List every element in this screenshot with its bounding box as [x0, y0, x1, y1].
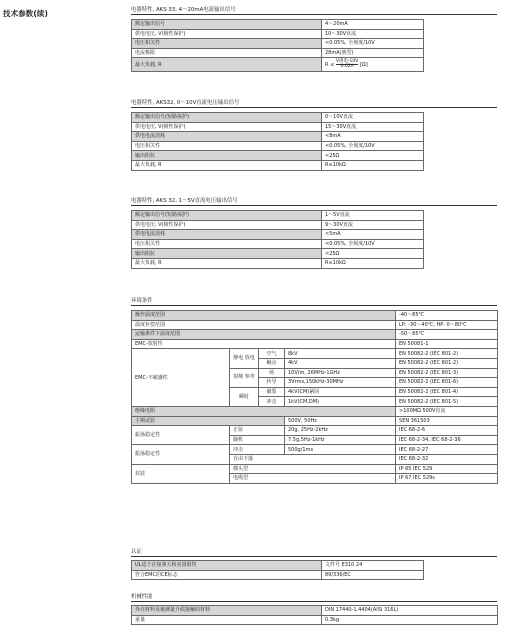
table-row: 电流极限 28mA(典型)	[132, 48, 424, 58]
table-row: EMC-放射性 EN 50081-1	[132, 339, 498, 349]
table-row: 最大负载, R R ≤ $\frac{\text{V供电-10V}}{0.02A}$ [Ω]	[132, 58, 424, 72]
table-row: EMC-不敏感性 静电 放电 空气 8kV EN 50082-2 (IEC 801-2)	[132, 349, 498, 359]
section-title-environment: 环境条件	[131, 298, 153, 304]
table-row: 冲击 1kV(CM,DM) EN 50082-2 (IEC 801-5)	[132, 397, 498, 407]
table-row: 振荡稳定性 正弦 20g, 25Hz-2kHz IEC 68-2-6	[132, 426, 498, 436]
certification-table	[131, 560, 424, 580]
table-row: 电缆型 IP 67 IEC 529s	[132, 474, 498, 484]
environment-spec-table	[131, 310, 498, 484]
table-row: 符合EMC的CE标志 89/336/EC	[132, 570, 424, 580]
table-row: 额定输出信号(短路保护) 1～5V直流	[132, 211, 424, 221]
table-row: 供电电流消耗 <8mA	[132, 132, 424, 142]
table-row: 电压相关性 <0.05%, 全刻度/10V	[132, 39, 424, 49]
table-row: 最大负载, R R≥10kΩ	[132, 258, 424, 268]
section-divider	[131, 205, 497, 206]
table-row: 瞬时 破裂 4kV(CM)紧固 EN 50082-2 (IEC 801-4)	[132, 387, 498, 397]
table-row: 绝缘电阻 >100MΩ 500V直流	[132, 406, 498, 416]
table-row: 供电电压, V(极性保护) 9～30V直流	[132, 220, 424, 230]
table-row: 最大负载, R R≥10kΩ	[132, 160, 424, 170]
table-row: 传导 3Vrms,150kHz-30MHz EN 50082-2 (IEC 801-6)	[132, 378, 498, 388]
table-row: 输出阻抗 <25Ω	[132, 249, 424, 259]
section-divider	[131, 305, 497, 306]
table-row: 供电电流消耗 <5mA	[132, 230, 424, 240]
section-title-certification: 认证	[131, 549, 142, 555]
aks32-10v-spec-table	[131, 112, 424, 171]
table-row: 电压相关性 <0.05%, 全刻度/10V	[132, 141, 424, 151]
table-row: 供电电压, V(极性保护) 15～30V直流	[132, 122, 424, 132]
table-row: 封装 插头型 IP 65 IEC 529	[132, 464, 498, 474]
section-divider	[131, 556, 497, 557]
table-row: 重量 0.3kg	[132, 615, 498, 625]
table-row: 主频试验 500V, 50Hz SEN 361503	[132, 416, 498, 426]
table-row: 电压相关性 <0.05%, 全刻度/10V	[132, 239, 424, 249]
section-title-aks33: 电器特性, AKS 33, 4～20mA电流输出信号	[131, 7, 236, 13]
table-row: 振荡稳定性 冲击 500g/1ms IEC 68-2-27	[132, 445, 498, 455]
table-row: 供电电压, V(极性保护) 10～30V直流	[132, 29, 424, 39]
table-row: 外壳材料及被测量介质接触的材料 DIN 17440-1.4404(AISI 316L)	[132, 606, 498, 616]
section-title-mechanical: 机械性能	[131, 594, 153, 600]
aks33-spec-table	[131, 19, 424, 72]
table-row: 运输条件下温度范围 -50～85℃	[132, 330, 498, 340]
table-row: UL适于在加拿大和美国销售 文件号 E310 24	[132, 561, 424, 571]
mechanical-table	[131, 605, 498, 625]
table-row: 操作温度范围 -40～85℃	[132, 311, 498, 321]
section-divider	[131, 107, 497, 108]
aks32-5v-spec-table	[131, 210, 424, 269]
table-row: 随机 7.5g,5Hz-1kHz IEC 68-2-34, IEC 68-2-36	[132, 435, 498, 445]
table-row: 温度补偿范围 LP: -30～40℃; HP: 0～80℃	[132, 320, 498, 330]
table-row: 射频 参考 场 10V/m, 26MHz-1GHz EN 50082-2 (IEC 801-3)	[132, 368, 498, 378]
table-row: 自由下落 IEC 68-2-32	[132, 454, 498, 464]
max-load-formula: R ≤ $\frac{\text{V供电-10V}}{0.02A}$ [Ω]	[322, 58, 424, 72]
table-row: 触点 4kV EN 50082-2 (IEC 801-2)	[132, 358, 498, 368]
section-title-aks32-10v: 电器特性, AKS32, 0～10V直流电压输出信号	[131, 100, 240, 106]
section-title-aks32-5v: 电器特性, AKS 32, 1～5V直流电压输出信号	[131, 198, 238, 204]
section-divider	[131, 601, 497, 602]
page-title: 技术参数(续)	[3, 9, 49, 18]
table-row: 额定输出信号 4～20mA	[132, 20, 424, 30]
table-row: 额定输出信号(短路保护) 0～10V直流	[132, 113, 424, 123]
section-divider	[131, 14, 497, 15]
formula-fraction: $\frac{\text{V供电-10V}}{0.02A}$	[335, 59, 359, 70]
table-row: 输出阻抗 <25Ω	[132, 151, 424, 161]
